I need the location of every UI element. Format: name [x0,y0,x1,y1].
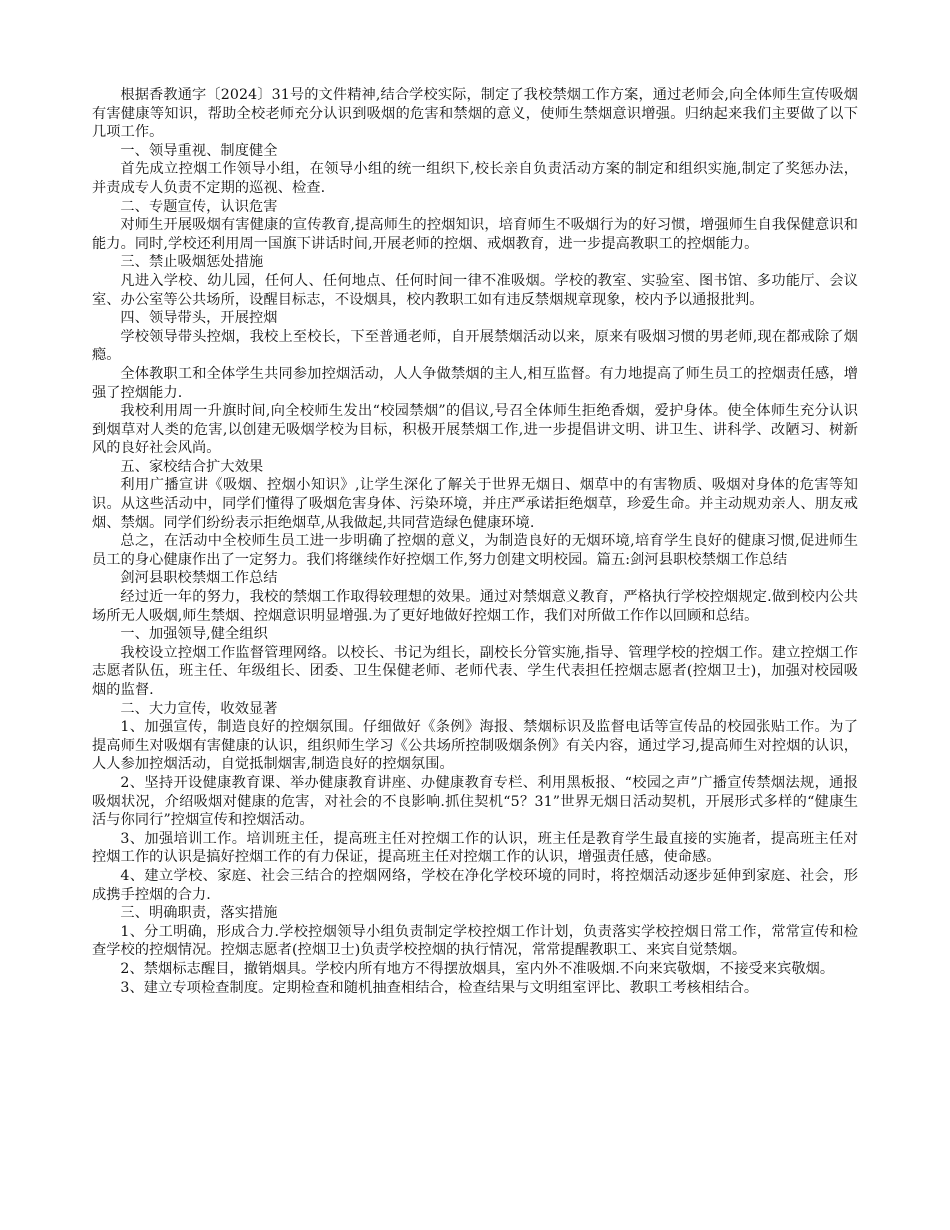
paragraph: 凡进入学校、幼儿园，任何人、任何地点、任何时间一律不准吸烟。学校的教室、实验室、图书馆、多功能厅、会议室、办公室等公共场所，设醒目标志，不设烟具，校内教职工如有违反禁烟规章现象，校内予以通报批判。 [92,272,858,308]
paragraph: 经过近一年的努力，我校的禁烟工作取得较理想的效果。通过对禁烟意义教育，严格执行学校控烟规定.做到校内公共场所无人吸烟,师生禁烟、控烟意识明显增强.为了更好地做好控烟工作，我们对所做工作作以回顾和总结。 [92,589,858,624]
paragraph: 3、加强培训工作。培训班主任，提高班主任对控烟工作的认识，班主任是教育学生最直接的实施者，提高班主任对控烟工作的认识是搞好控烟工作的有力保证，提高班主任对控烟工作的认识，增强责任感，使命感。 [92,830,858,866]
section-heading-4: 四、领导带头，开展控烟 [120,310,278,327]
section-heading-b1: 一、加强领导,健全组织 [120,626,268,643]
paragraph: 学校领导带头控烟，我校上至校长，下至普通老师，自开展禁烟活动以来，原来有吸烟习惯的男老师,现在都戒除了烟瘾。 [92,328,858,364]
section-heading-5: 五、家校结合扩大效果 [120,458,264,475]
paragraph: 3、建立专项检查制度。定期检查和随机抽查相结合，检查结果与文明组室评比、教职工考核相结合。 [120,979,759,996]
paragraph: 对师生开展吸烟有害健康的宣传教育,提高师生的控烟知识，培育师生不吸烟行为的好习惯，增强师生自我保健意识和能力。同时,学校还利用周一国旗下讲话时间,开展老师的控烟、戒烟教育，进一步提高教职工的控烟能力。 [92,217,858,252]
paragraph: 2、禁烟标志醒目，撤销烟具。学校内所有地方不得摆放烟具，室内外不准吸烟.不向来宾敬烟，不接受来宾敬烟。 [120,960,835,977]
paragraph: 我校设立控烟工作监督管理网络。以校长、书记为组长，副校长分管实施,指导、管理学校的控烟工作。建立控烟工作志愿者队伍，班主任、年级组长、团委、卫生保健老师、老师代表、学生代表担任控烟志愿者(控烟卫士)，加强对校园吸烟的监督. [92,644,858,698]
paragraph: 全体教职工和全体学生共同参加控烟活动，人人争做禁烟的主人,相互监督。有力地提高了师生员工的控烟责任感，增强了控烟能力. [92,365,858,401]
paragraph-intro: 根据香教通字〔2024〕31号的文件精神,结合学校实际，制定了我校禁烟工作方案，通过老师会,向全体师生宣传吸烟有害健康等知识，帮助全校老师充分认识到吸烟的危害和禁烟的意义，使师生禁烟意识增强。归纳起来我们主要做了以下几项工作。 [92,87,858,141]
paragraph: 首先成立控烟工作领导小组，在领导小组的统一组织下,校长亲自负责活动方案的制定和组织实施,制定了奖惩办法，并责成专人负责不定期的巡视、检查. [92,161,858,196]
paragraph: 1、加强宣传，制造良好的控烟氛围。仔细做好《条例》海报、禁烟标识及监督电话等宣传品的校园张贴工作。为了提高师生对吸烟有害健康的认识，组织师生学习《公共场所控制吸烟条例》有关内容，通过学习,提高师生对控烟的认识，人人参加控烟活动，自觉抵制烟害,制造良好的控烟氛围。 [92,719,858,773]
paragraph: 利用广播宣讲《吸烟、控烟小知识》,让学生深化了解关于世界无烟日、烟草中的有害物质、吸烟对身体的危害等知识。从这些活动中，同学们懂得了吸烟危害身体、污染环境，并庄严承诺拒绝烟草，珍爱生命。并主动规劝亲人、朋友戒烟、禁烟。同学们纷纷表示拒绝烟草,从我做起,共同营造绿色健康环境. [92,477,858,531]
section-heading-b3: 三、明确职责，落实措施 [120,905,278,922]
paragraph: 2、坚持开设健康教育课、举办健康教育讲座、办健康教育专栏、利用黑板报、“校园之声”广播宣传禁烟法规，通报吸烟状况，介绍吸烟对健康的危害，对社会的不良影响.抓住契机“5？31”世界无烟日活动契机，开展形式多样的“健康生活与你同行”控烟宣传和控烟活动。 [92,774,858,829]
section-heading-b2: 二、大力宣传，收效显著 [120,700,278,717]
section-heading-2: 二、专题宣传，认识危害 [120,198,278,215]
section-heading-1: 一、领导重视、制度健全 [120,142,278,159]
document-subtitle: 剑河县职校禁烟工作总结 [120,570,278,587]
paragraph: 4、建立学校、家庭、社会三结合的控烟网络，学校在净化学校环境的同时，将控烟活动逐步延伸到家庭、社会，形成携手控烟的合力. [92,867,858,903]
paragraph-conclusion: 总之，在活动中全校师生员工进一步明确了控烟的意义，为制造良好的无烟环境,培育学生良好的健康习惯,促进师生员工的身心健康作出了一定努力。我们将继续作好控烟工作,努力创建文明校园。篇五:剑河县职校禁烟工作总结 [92,533,858,568]
section-heading-3: 三、禁止吸烟惩处措施 [120,254,264,271]
paragraph: 我校利用周一升旗时间,向全校师生发出“校园禁烟”的倡议,号召全体师生拒绝香烟，爱护身体。使全体师生充分认识到烟草对人类的危害,以创建无吸烟学校为目标，积极开展禁烟工作,进一步提倡讲文明、讲卫生、讲科学、改陋习、树新风的良好社会风尚。 [92,403,858,457]
paragraph: 1、分工明确，形成合力.学校控烟领导小组负责制定学校控烟工作计划，负责落实学校控烟日常工作，常常宣传和检查学校的控烟情况。控烟志愿者(控烟卫士)负责学校控烟的执行情况，常常提醒教职工、来宾自觉禁烟。 [92,923,858,959]
